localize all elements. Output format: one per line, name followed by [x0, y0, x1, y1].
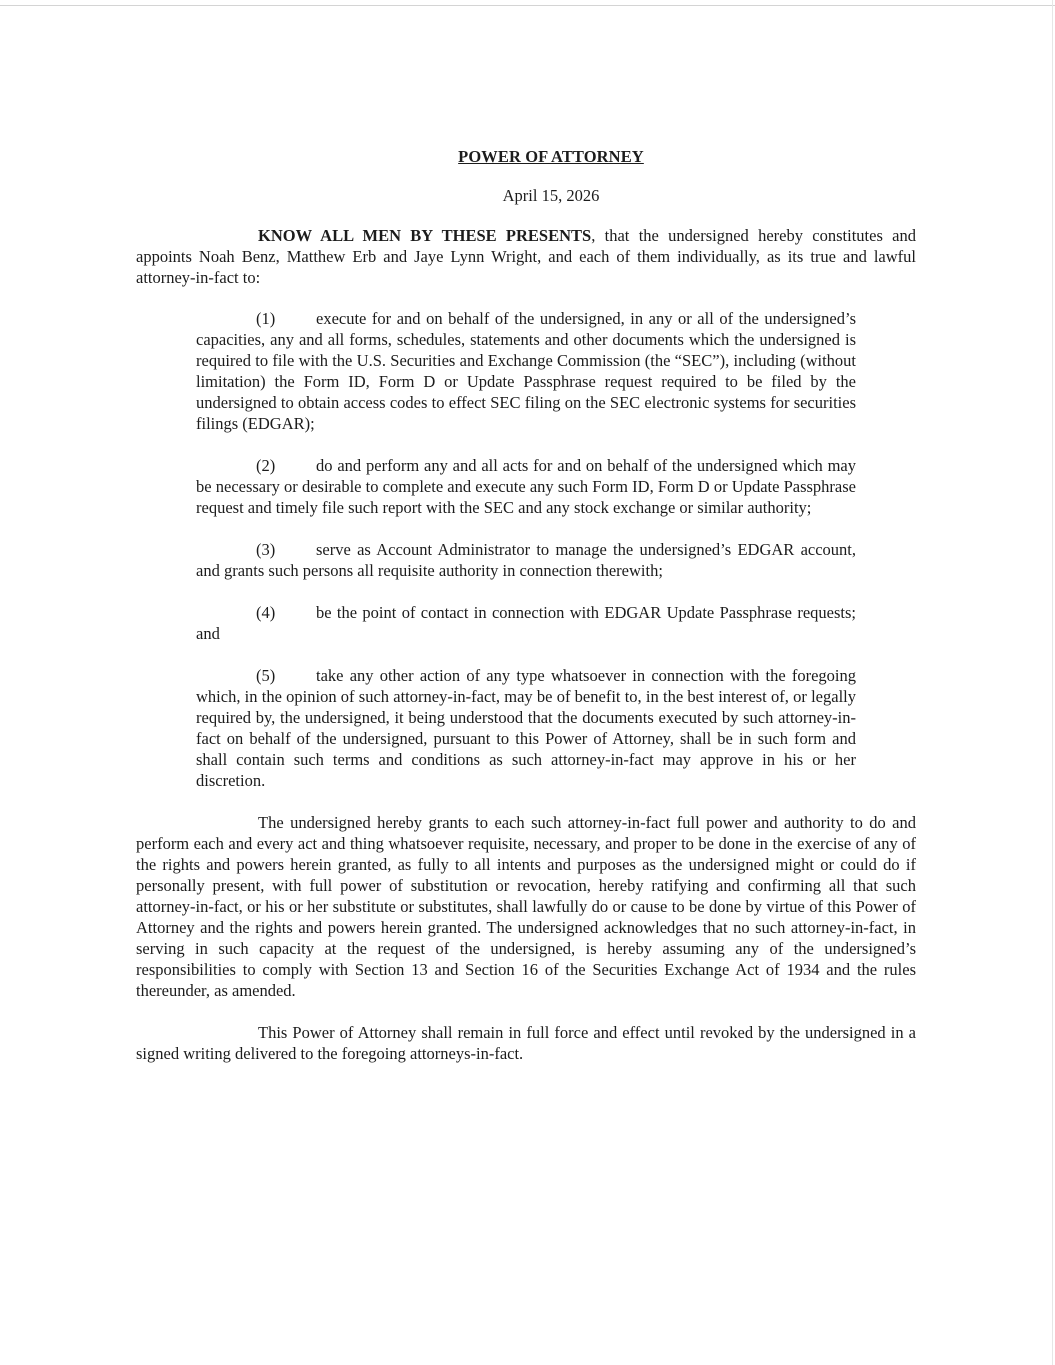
- intro-text: , that the undersigned hereby constitutes and appoints Noah Benz, Matthew Erb and Jaye Lynn Wright, and each of them individually, as its true and lawful attorney-in-fact to:: [136, 226, 916, 287]
- list-item: [196, 602, 856, 644]
- intro-paragraph: [136, 225, 916, 288]
- item-text: be the point of contact in connection with EDGAR Update Passphrase requests; and: [196, 603, 856, 643]
- item-text: serve as Account Administrator to manage the undersigned’s EDGAR account, and grants such persons all requisite authority in connection therewith;: [196, 540, 856, 580]
- scan-right-edge: [1052, 0, 1053, 1365]
- list-item: [196, 665, 856, 791]
- revocation-paragraph: This Power of Attorney shall remain in full force and effect until revoked by the undersigned in a signed writing delivered to the foregoing attorneys-in-fact.: [136, 1023, 916, 1063]
- item-number: (1): [256, 309, 276, 328]
- powers-list: [196, 308, 856, 791]
- list-item: [196, 539, 856, 581]
- scan-top-edge: [0, 5, 1055, 6]
- grant-paragraph: The undersigned hereby grants to each such attorney-in-fact full power and authority to do and perform each and every act and thing whatsoever requisite, necessary, and proper to be done in the exercise of any of the rights and powers herein granted, as fully to all intents and purposes as the undersigned might or could do if personally present, with full power of substitution or revocation, hereby ratifying and confirming all that such attorney-in-fact, or his or her substitute or substitutes, shall lawfully do or cause to be done by virtue of this Power of Attorney and the rights and powers herein granted. The undersigned acknowledges that no such attorney-in-fact, in serving in such capacity at the request of the undersigned, is hereby assuming any of the undersigned’s responsibilities to comply with Section 13 and Section 16 of the Securities Exchange Act of 1934 and the rules thereunder, as amended.: [136, 813, 916, 1000]
- item-text: execute for and on behalf of the undersigned, in any or all of the undersigned’s capacities, any and all forms, schedules, statements and other documents which the undersigned is required to file with the U.S. Securities and Exchange Commission (the “SEC”), including (without limitation) the Form ID, Form D or Update Passphrase request required to be filed by the undersigned to obtain access codes to effect SEC filing on the SEC electronic systems for securities filings (EDGAR);: [196, 309, 856, 433]
- document-title: POWER OF ATTORNEY: [458, 147, 644, 166]
- document-date: April 15, 2026: [502, 186, 600, 205]
- item-number: (2): [256, 456, 276, 475]
- item-number: (3): [256, 540, 276, 559]
- list-item: [196, 308, 856, 434]
- item-text: do and perform any and all acts for and on behalf of the undersigned which may be necessary or desirable to complete and execute any such Form ID, Form D or Update Passphrase request and timely file such report with the SEC and any stock exchange or similar authority;: [196, 456, 856, 517]
- document-page: [136, 146, 916, 1085]
- item-number: (4): [256, 603, 276, 622]
- intro-lead: KNOW ALL MEN BY THESE PRESENTS: [258, 226, 592, 245]
- item-text: take any other action of any type whatsoever in connection with the foregoing which, in the opinion of such attorney-in-fact, may be of benefit to, in the best interest of, or legally required by, the undersigned, it being understood that the documents executed by such attorney-in-fact on behalf of the undersigned, pursuant to this Power of Attorney, shall be in such form and shall contain such terms and conditions as such attorney-in-fact may approve in his or her discretion.: [196, 666, 856, 790]
- item-number: (5): [256, 666, 276, 685]
- list-item: [196, 455, 856, 518]
